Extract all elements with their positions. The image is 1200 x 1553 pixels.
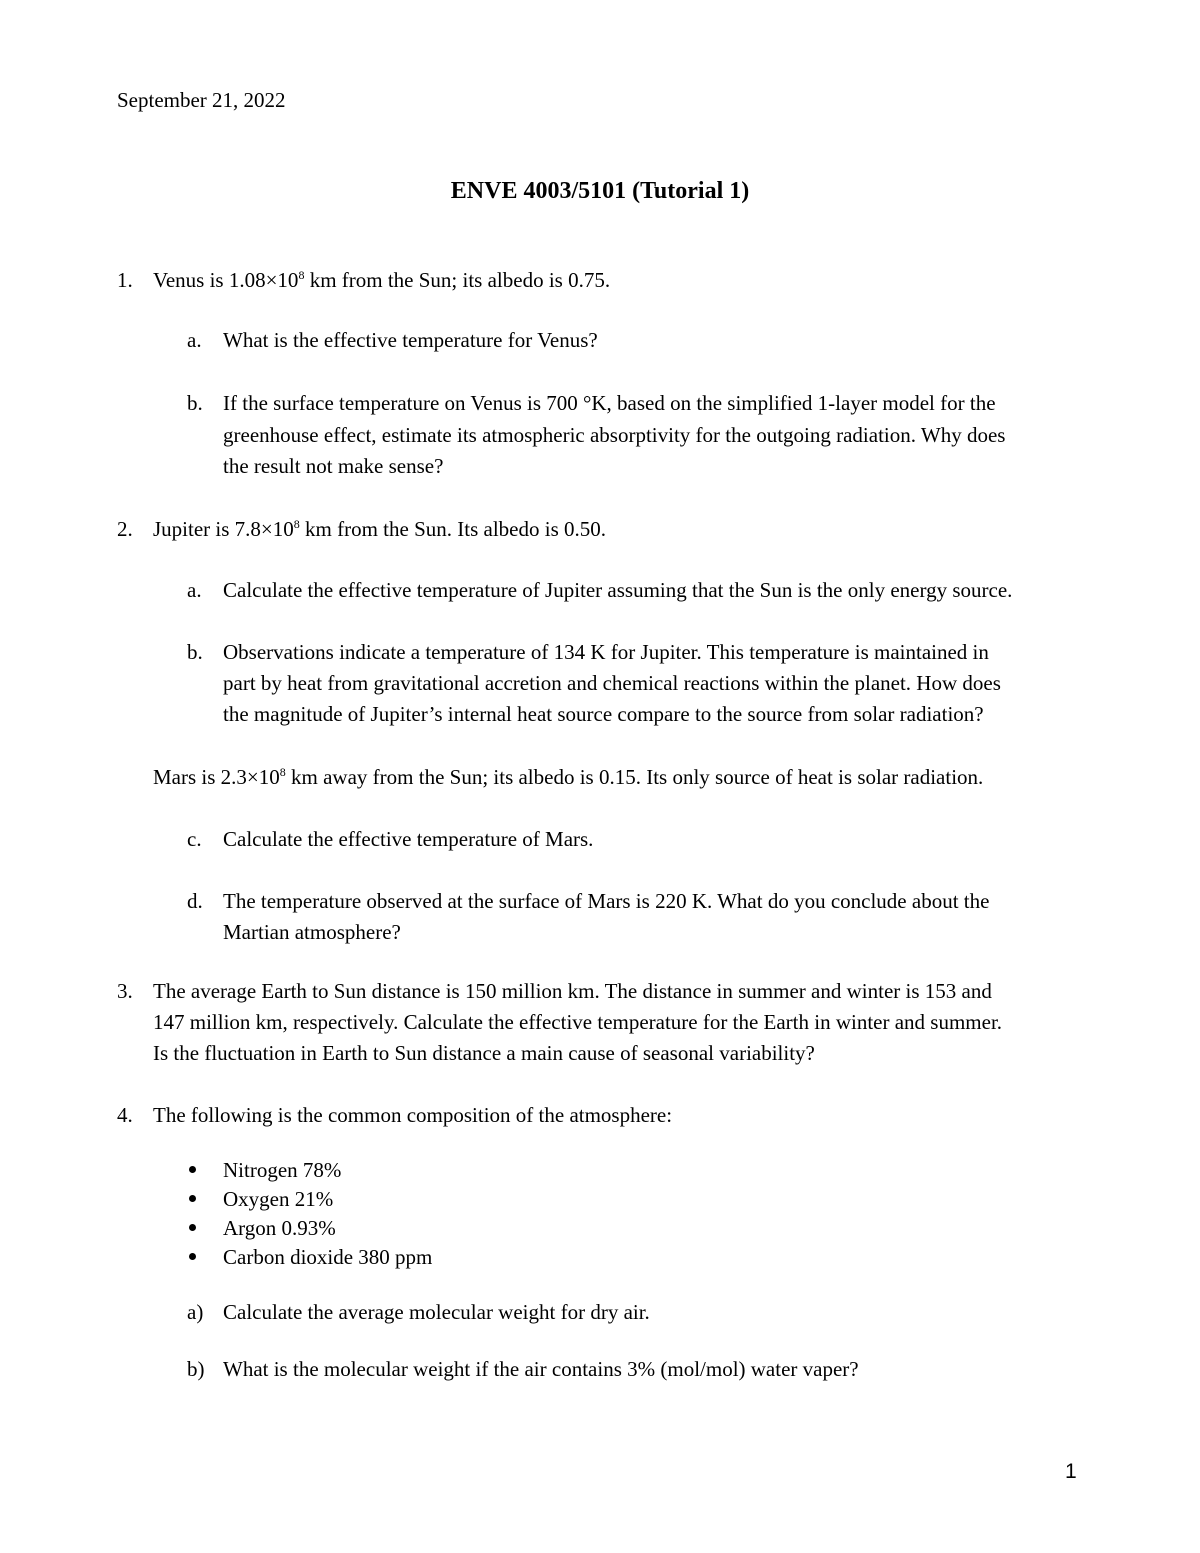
subpart-marker: a.: [187, 328, 202, 352]
subpart-marker: a.: [187, 578, 202, 602]
question-text-post: km from the Sun. Its albedo is 0.50.: [299, 517, 606, 541]
subpart-text: Calculate the effective temperature of Mars.: [223, 827, 594, 851]
subpart-text-line: Martian atmosphere?: [223, 920, 401, 944]
question-number: 3.: [117, 979, 133, 1003]
subpart-text-line: Observations indicate a temperature of 134 K for Jupiter. This temperature is maintained in: [223, 640, 989, 664]
bullet-icon: [189, 1224, 196, 1231]
subpart-marker: d.: [187, 889, 203, 913]
subpart-text-line: the magnitude of Jupiter’s internal heat source compare to the source from solar radiation?: [223, 702, 984, 726]
bullet-icon: [189, 1166, 196, 1173]
page-number: 1: [1065, 1460, 1077, 1483]
question-number: 4.: [117, 1103, 133, 1127]
subpart-text-line: The temperature observed at the surface of Mars is 220 K. What do you conclude about the: [223, 889, 990, 913]
question-text: [153, 268, 610, 292]
question-text-line: The average Earth to Sun distance is 150 million km. The distance in summer and winter is 153 and: [153, 979, 992, 1003]
question-text: [153, 517, 606, 541]
subpart-marker: c.: [187, 827, 202, 851]
subpart-marker: b.: [187, 391, 203, 415]
mars-intro-text: [153, 765, 983, 789]
bullet-icon: [189, 1253, 196, 1260]
list-item-text: Oxygen 21%: [223, 1187, 334, 1211]
question-text-line: Is the fluctuation in Earth to Sun distance a main cause of seasonal variability?: [153, 1041, 815, 1065]
list-item-text: Argon 0.93%: [223, 1216, 336, 1240]
subpart-text: Calculate the average molecular weight for dry air.: [223, 1300, 650, 1324]
subpart-text: Calculate the effective temperature of Jupiter assuming that the Sun is the only energy source.: [223, 578, 1013, 602]
subpart-marker: a): [187, 1300, 204, 1324]
subpart-text-line: greenhouse effect, estimate its atmospheric absorptivity for the outgoing radiation. Why does: [223, 423, 1006, 447]
question-text-pre: Venus is 1.08×10: [153, 268, 299, 292]
question-number: 2.: [117, 517, 133, 541]
subpart-marker: b): [187, 1357, 205, 1381]
subpart-text-line: part by heat from gravitational accretion and chemical reactions within the planet. How does: [223, 671, 1001, 695]
question-text-post: km from the Sun; its albedo is 0.75.: [304, 268, 611, 292]
subpart-text-line: the result not make sense?: [223, 454, 444, 478]
subpart-text: What is the effective temperature for Venus?: [223, 328, 598, 352]
subpart-text: What is the molecular weight if the air contains 3% (mol/mol) water vaper?: [223, 1357, 859, 1381]
bullet-icon: [189, 1195, 196, 1202]
exponent: 8: [279, 765, 286, 779]
question-text-line: 147 million km, respectively. Calculate the effective temperature for the Earth in winter and summer.: [153, 1010, 1003, 1034]
exponent: 8: [293, 517, 300, 531]
question-text: The following is the common composition of the atmosphere:: [153, 1103, 673, 1127]
subpart-marker: b.: [187, 640, 203, 664]
document-title: ENVE 4003/5101 (Tutorial 1): [450, 178, 750, 204]
list-item-text: Carbon dioxide 380 ppm: [223, 1245, 433, 1269]
list-item-text: Nitrogen 78%: [223, 1158, 342, 1182]
mars-text-pre: Mars is 2.3×10: [153, 765, 280, 789]
subpart-text-line: If the surface temperature on Venus is 700 °K, based on the simplified 1-layer model for the: [223, 391, 996, 415]
question-text-pre: Jupiter is 7.8×10: [153, 517, 294, 541]
document-date: September 21, 2022: [117, 88, 286, 112]
mars-text-post: km away from the Sun; its albedo is 0.15. Its only source of heat is solar radiation.: [285, 765, 984, 789]
question-number: 1.: [117, 268, 133, 292]
exponent: 8: [298, 268, 305, 282]
